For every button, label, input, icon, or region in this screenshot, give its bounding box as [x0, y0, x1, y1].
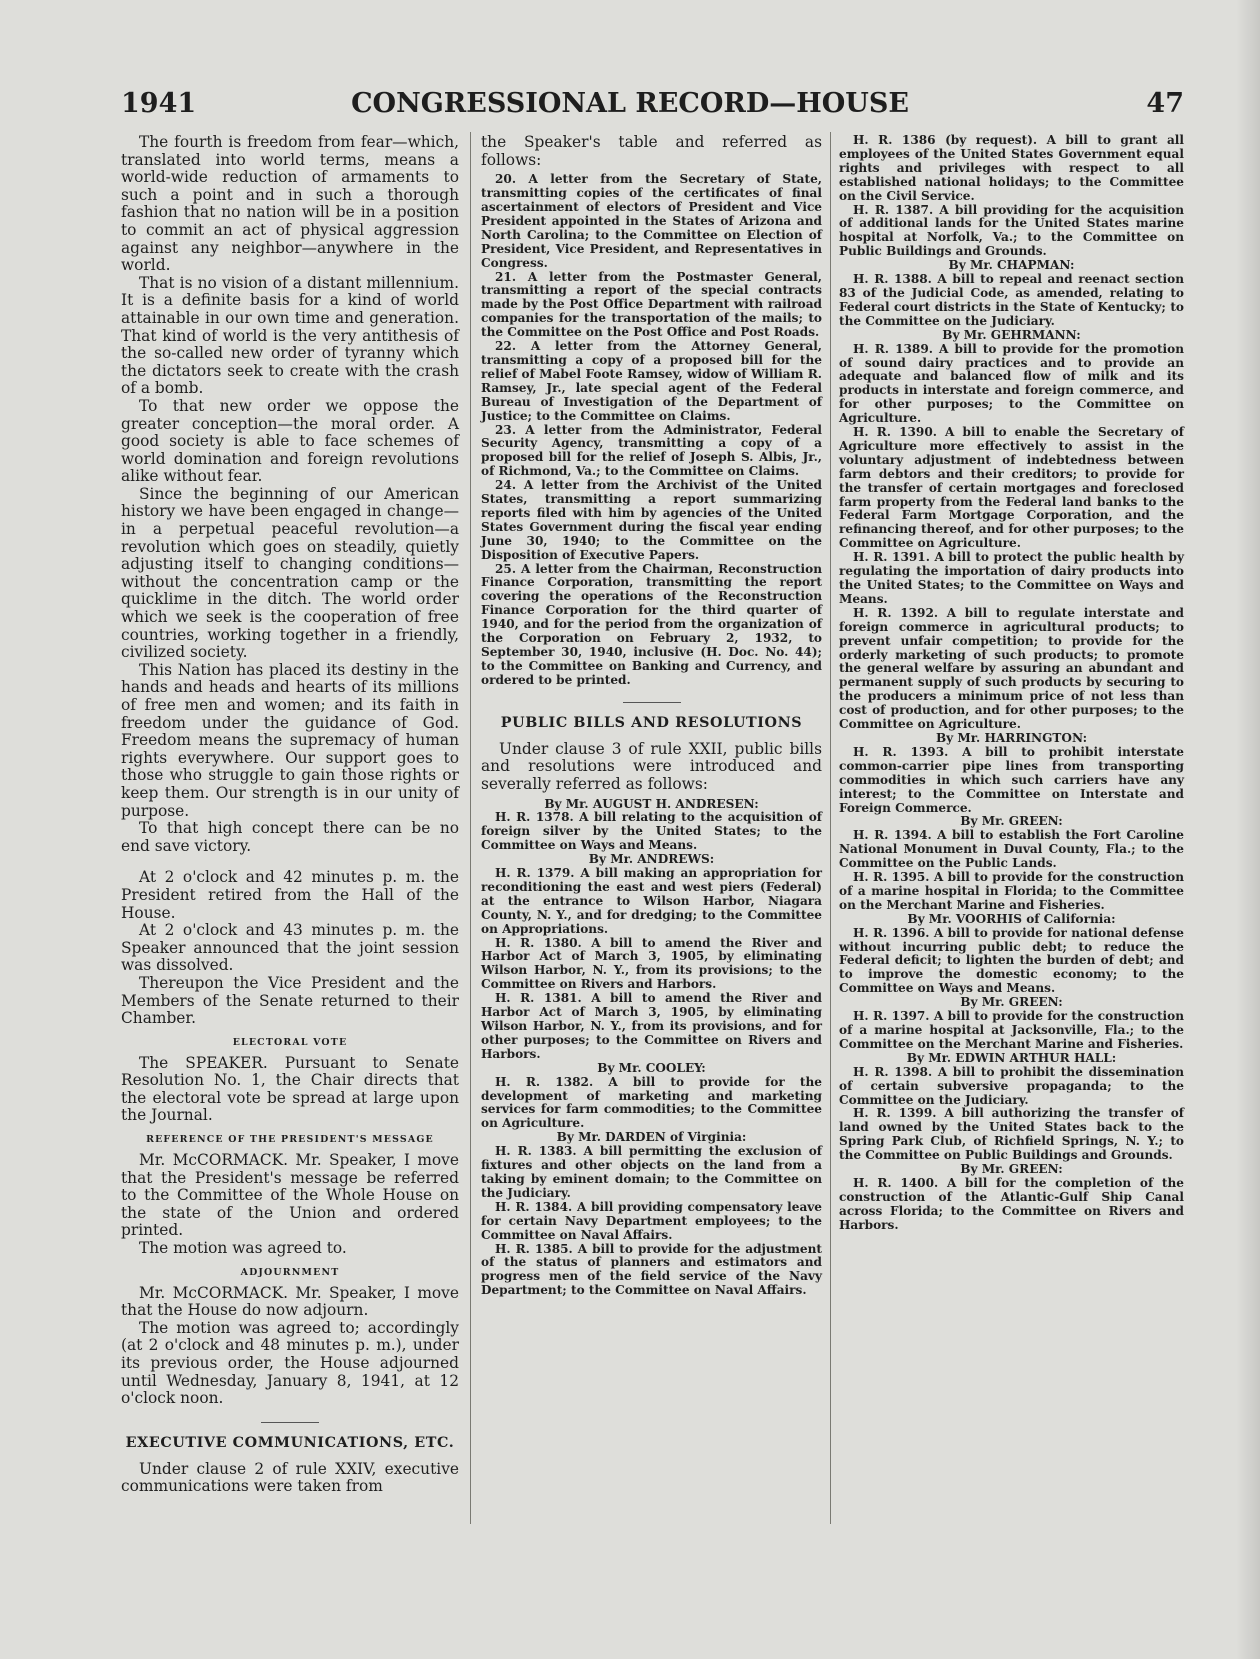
section-heading: ELECTORAL VOTE — [232, 1036, 348, 1048]
bill-item: H. R. 1387. A bill providing for the acquisition of additional lands for the United States marine hospital at Norfolk, Va.; to the Committee on Public Buildings and Grounds. — [839, 202, 1184, 259]
paragraph: The motion was agreed to. — [139, 1239, 347, 1258]
sponsor-byline: By Mr. GEHRMANN: — [942, 327, 1081, 342]
header-page-number: 47 — [1146, 88, 1184, 119]
bill-item: H. R. 1380. A bill to amend the River and Harbor Act of March 3, 1905, by eliminating Wilson Harbor, N. Y., from its provisions; to the Committee on Rivers and Harbors. — [481, 935, 822, 992]
communication-item: 20. A letter from the Secretary of State, transmitting copies of the certificates of final ascertainment of electors of President and Vice President appointed in the States of Arizona and North Carolina; to the Committee on Election of President, Vice President, and Representatives in Congress. — [481, 172, 822, 270]
section-divider — [623, 702, 681, 703]
sponsor-byline: By Mr. CHAPMAN: — [948, 258, 1075, 273]
paragraph: The motion was agreed to; accordingly (at 2 o'clock and 48 minutes p. m.), under its previous order, the House adjourned until Wednesday, January 8, 1941, at 12 o'clock noon. — [121, 1318, 459, 1408]
sponsor-byline: By Mr. HARRINGTON: — [935, 730, 1088, 745]
bill-item: H. R. 1393. A bill to prohibit interstate common-carrier pipe lines from transporting commodities in which such carriers have any interest; to the Committee on Interstate and Foreign Commerce. — [839, 744, 1184, 815]
sponsor-byline: By Mr. AUGUST H. ANDRESEN: — [544, 796, 759, 811]
communication-item: 21. A letter from the Postmaster General, transmitting a report of the special contracts made by the Post Office Department with railroad companies for the transportation of the mails; to the Committee on the Post Office and Post Roads. — [481, 269, 822, 340]
column-rule-right — [830, 132, 831, 1524]
sponsor-byline: By Mr. COOLEY: — [597, 1060, 706, 1075]
sponsor-byline: By Mr. DARDEN of Virginia: — [556, 1130, 747, 1145]
bill-item: H. R. 1390. A bill to enable the Secretary of Agriculture more effectively to assist in the voluntary adjustment of indebtedness between farm debtors and their creditors; to provide for the transfer of certain mortgages and foreclosed farm property from the Federal land banks to the Federal Farm Mortgage Corporation, and the refinancing thereof, and for other purposes; to the Committee on Agriculture. — [839, 425, 1184, 551]
paragraph: Mr. McCORMACK. Mr. Speaker, I move that the House do now adjourn. — [121, 1283, 459, 1320]
sponsor-byline: By Mr. VOORHIS of California: — [907, 911, 1116, 926]
header-year: 1941 — [121, 88, 197, 119]
bill-item: H. R. 1388. A bill to repeal and reenact section 83 of the Judicial Code, as amended, relating to Federal court districts in the State of Kentucky; to the Committee on the Judiciary. — [839, 272, 1184, 328]
bill-item: H. R. 1392. A bill to regulate interstate and foreign commerce in agricultural products; to prevent unfair competition; to provide for the orderly marketing of such products; to promote the general welfare by assuring an abundant and permanent supply of such products by securing to the producers a minimum price of not less than cost of production, and for other purposes; to the Committee on Agriculture. — [839, 605, 1184, 732]
spacer — [121, 855, 459, 869]
page-edge-shadow — [1236, 0, 1260, 1659]
paragraph: To that high concept there can be no end save victory. — [121, 819, 459, 855]
header-title: CONGRESSIONAL RECORD—HOUSE — [351, 88, 909, 119]
sponsor-byline: By Mr. GREEN: — [960, 814, 1063, 829]
bill-item: H. R. 1382. A bill to provide for the development of marketing and marketing services for farm commodities; to the Committee on Agriculture. — [481, 1074, 822, 1131]
sponsor-byline: By Mr. EDWIN ARTHUR HALL: — [906, 1050, 1117, 1065]
paragraph: Under clause 3 of rule XXII, public bills and resolutions were introduced and severally referred as follows: — [481, 739, 822, 793]
paragraph: This Nation has placed its destiny in the hands and heads and hearts of its millions of free men and women; and its faith in freedom under the guidance of God. Freedom means the supremacy of human rights everywhere. Our support goes to those who struggle to gain those rights or keep them. Our strength is in our unity of purpose. — [121, 660, 459, 820]
bill-item: H. R. 1381. A bill to amend the River and Harbor Act of March 3, 1905, by eliminating Wilson Harbor, N. Y., from its provisions, and for other purposes; to the Committee on Rivers and Harbors. — [481, 991, 822, 1061]
column-middle — [481, 134, 822, 1298]
column-right — [839, 134, 1184, 1233]
bill-item: H. R. 1394. A bill to establish the Fort Caroline National Monument in Duval County, Fla.; to the Committee on the Public Lands. — [839, 828, 1184, 871]
section-heading: ADJOURNMENT — [240, 1266, 340, 1278]
column-left — [121, 134, 459, 1496]
section-heading: REFERENCE OF THE PRESIDENT'S MESSAGE — [146, 1134, 434, 1146]
paragraph: Since the beginning of our American history we have been engaged in change—in a perpetual peaceful revolution—a revolution which goes on steadily, quietly adjusting itself to changing conditions—without the concentration camp or the quicklime in the ditch. The world order which we seek is the cooperation of free countries, working together in a friendly, civilized society. — [121, 484, 459, 662]
bill-item: H. R. 1391. A bill to protect the public health by regulating the importation of dairy products into the United States; to the Committee on Ways and Means. — [839, 550, 1184, 606]
section-divider — [261, 1422, 319, 1423]
communication-item: 23. A letter from the Administrator, Federal Security Agency, transmitting a copy of a proposed bill for the relief of Joseph S. Albis, Jr., of Richmond, Va.; to the Committee on Claims. — [481, 422, 822, 479]
bill-item: H. R. 1379. A bill making an appropriation for reconditioning the east and west piers (Federal) at the entrance to Wilson Harbor, Niagara County, N. Y., and for dredging; to the Committee on Appropriations. — [481, 866, 822, 936]
paragraph: Under clause 2 of rule XXIV, executive communications were taken from — [121, 1459, 459, 1496]
section-heading: EXECUTIVE COMMUNICATIONS, ETC. — [125, 1434, 455, 1451]
paragraph: At 2 o'clock and 42 minutes p. m. the President retired from the Hall of the House. — [121, 868, 459, 922]
bill-item: H. R. 1385. A bill to provide for the adjustment of the status of planners and estimators and progress men of the field service of the Navy Department; to the Committee on Naval Affairs. — [481, 1241, 822, 1298]
sponsor-byline: By Mr. ANDREWS: — [588, 852, 715, 867]
communication-item: 25. A letter from the Chairman, Reconstruction Finance Corporation, transmitting the report covering the operations of the Reconstruction Finance Corporation for the third quarter of 1940, and for the period from the organization of the Corporation on February 2, 1932, to September 30, 1940, inclusive (H. Doc. No. 44); to the Committee on Banking and Currency, and ordered to be printed. — [481, 561, 822, 687]
section-heading: PUBLIC BILLS AND RESOLUTIONS — [500, 714, 803, 731]
paragraph: Thereupon the Vice President and the Members of the Senate returned to their Chamber. — [121, 973, 459, 1028]
paragraph: That is no vision of a distant millennium. It is a definite basis for a kind of world attainable in our own time and generation. That kind of world is the very antithesis of the so-called new order of tyranny which the dictators seek to create with the crash of a bomb. — [121, 273, 459, 398]
bill-item: H. R. 1397. A bill to provide for the construction of a marine hospital at Jacksonville, Fla.; to the Committee on the Merchant Marine and Fisheries. — [839, 1009, 1184, 1051]
bill-item: H. R. 1396. A bill to provide for national defense without incurring public debt; to reduce the Federal deficit; to lighten the burden of debt; and to improve the domestic economy; to the Committee on Ways and Means. — [839, 925, 1184, 996]
communication-item: 22. A letter from the Attorney General, transmitting a copy of a proposed bill for the relief of Mabel Foote Ramsey, widow of William R. Ramsey, Jr., late special agent of the Federal Bureau of Investigation of the Department of Justice; to the Committee on Claims. — [481, 339, 822, 423]
paragraph: Mr. McCORMACK. Mr. Speaker, I move that the President's message be referred to the Committee of the Whole House on the state of the Union and ordered printed. — [121, 1151, 459, 1240]
bill-item: H. R. 1398. A bill to prohibit the dissemination of certain subversive propaganda; to the Committee on the Judiciary. — [839, 1064, 1184, 1107]
bill-item: H. R. 1399. A bill authorizing the transfer of land owned by the United States back to the Spring Park Club, of Richfield Springs, N. Y.; to the Committee on Public Buildings and Grounds. — [839, 1106, 1184, 1163]
bill-item: H. R. 1389. A bill to provide for the promotion of sound dairy practices and to provide an adequate and balanced flow of milk and its products in interstate and foreign commerce, and for other purposes; to the Committee on Agriculture. — [839, 341, 1184, 426]
bill-item: H. R. 1383. A bill permitting the exclusion of fixtures and other objects on the land from a taking by eminent domain; to the Committee on the Judiciary. — [481, 1144, 822, 1200]
sponsor-byline: By Mr. GREEN: — [960, 1162, 1063, 1177]
column-rule-left — [470, 132, 471, 1524]
bill-item: H. R. 1378. A bill relating to the acquisition of foreign silver by the United States; to the Committee on Ways and Means. — [481, 810, 822, 853]
bill-item: H. R. 1400. A bill for the completion of the construction of the Atlantic-Gulf Ship Canal across Florida; to the Committee on Rivers and Harbors. — [839, 1175, 1184, 1232]
sponsor-byline: By Mr. GREEN: — [960, 995, 1063, 1010]
paragraph: At 2 o'clock and 43 minutes p. m. the Speaker announced that the joint session was dissolved. — [121, 921, 459, 975]
paragraph: The fourth is freedom from fear—which, translated into world terms, means a world-wide reduction of armaments to such a point and in such a thorough fashion that no nation will be in a position to commit an act of physical aggression against any neighbor—anywhere in the world. — [121, 133, 459, 275]
bill-item: H. R. 1386 (by request). A bill to grant all employees of the United States Government equal rights and privileges with respect to all established national holidays; to the Committee on the Civil Service. — [839, 133, 1184, 203]
paragraph: the Speaker's table and referred as follows: — [481, 133, 822, 169]
paragraph: To that new order we oppose the greater conception—the moral order. A good society is able to face schemes of world domination and foreign revolutions alike without fear. — [121, 396, 459, 486]
paragraph: The SPEAKER. Pursuant to Senate Resolution No. 1, the Chair directs that the electoral vote be spread at large upon the Journal. — [121, 1053, 459, 1125]
bill-item: H. R. 1384. A bill providing compensatory leave for certain Navy Department employees; to the Committee on Naval Affairs. — [481, 1199, 822, 1242]
bill-item: H. R. 1395. A bill to provide for the construction of a marine hospital in Florida; to the Committee on the Merchant Marine and Fisheries. — [839, 870, 1184, 912]
communication-item: 24. A letter from the Archivist of the United States, transmitting a report summarizing reports filed with him by agencies of the United States Government during the fiscal year ending June 30, 1940; to the Committee on the Disposition of Executive Papers. — [481, 478, 822, 562]
